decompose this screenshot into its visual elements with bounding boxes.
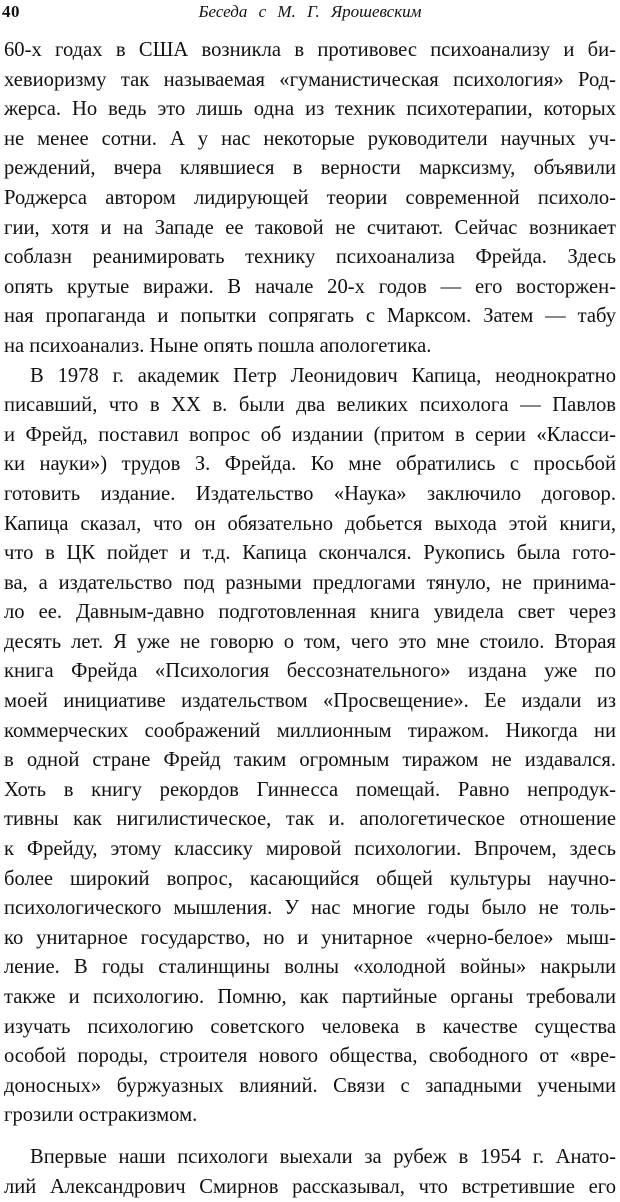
text-line: ко унитарное государство, но и унитарное «черно-белое» мыш- — [4, 926, 616, 949]
text-line: 60-х годах в США возникла в противовес психоанализу и би- — [4, 39, 616, 61]
text-line: особой породы, строителя нового общества, свободного от «вре- — [4, 1045, 616, 1068]
paragraph-gap — [4, 1131, 616, 1143]
text-line: более широкий вопрос, касающийся общей культуры научно- — [4, 867, 616, 890]
body-text — [4, 36, 616, 1202]
text-line: книга Фрейда «Психология бессознательного» издана уже по — [4, 660, 616, 683]
text-line: готовить издание. Издательство «Наука» заключило договор. — [4, 482, 616, 505]
text-line: и Фрейд, поставил вопрос об издании (притом в серии «Класси- — [4, 423, 616, 446]
text-line: ло ее. Давным-давно подготовленная книга увидела свет через — [4, 601, 616, 624]
page-header — [0, 2, 620, 26]
text-line: ная пропаганда и попытки сопрягать с Марксом. Затем — табу — [4, 305, 616, 328]
running-title: Беседа с М. Г. Ярошевским — [198, 2, 422, 21]
text-line: доносных» буржуазных влияний. Связи с западными учеными — [4, 1074, 616, 1097]
paragraph — [4, 36, 616, 362]
text-line: ление. В годы сталинщины волны «холодной войны» накрыли — [4, 956, 616, 979]
text-line: к Фрейду, этому классику мировой психологии. Впрочем, здесь — [4, 838, 616, 861]
text-line: В 1978 г. академик Петр Леонидович Капица, неоднократно — [30, 364, 616, 387]
text-line: в одной стране Фрейд таким огромным тиражом не издавался. — [4, 749, 616, 772]
text-line: изучать психологию советского человека в качестве существа — [4, 1015, 616, 1038]
text-line: соблазн реанимировать технику психоанализа Фрейда. Здесь — [4, 246, 616, 269]
text-line: не менее сотни. А у нас некоторые руководители научных уч- — [4, 127, 616, 150]
text-line: Капица сказал, что он обязательно добьется выхода этой книги, — [4, 512, 616, 535]
text-line: коммерческих соображений миллионным тиражом. Никогда ни — [4, 719, 616, 742]
text-line: что в ЦК пойдет и т.д. Капица скончался. Рукопись была гото- — [4, 542, 616, 565]
text-line: десять лет. Я уже не говорю о том, чего это мне стоило. Вторая — [4, 630, 616, 653]
text-line: лий Александрович Смирнов рассказывал, что встретившие его — [4, 1175, 616, 1198]
text-line: жерса. Но ведь это лишь одна из техник психотерапии, которых — [4, 98, 616, 121]
text-line: ва, а издательство под разными предлогами тянуло, не принима- — [4, 571, 616, 594]
text-line: на психоанализ. Ныне опять пошла апологетика. — [4, 334, 432, 357]
text-line: гии, хотя и на Западе ее таковой не считают. Сейчас возникает — [4, 216, 616, 239]
text-line: тивны как нигилистическое, так и. апологетическое отношение — [4, 808, 616, 831]
text-line: опять крутые виражи. В начале 20-х годов — его восторжен- — [4, 275, 616, 298]
text-line: психологического мышления. У нас многие годы было не толь- — [4, 897, 616, 920]
text-line: писавший, что в XX в. были два великих психолога — Павлов — [4, 394, 616, 417]
text-line: ки науки») трудов З. Фрейда. Ко мне обратились с просьбой — [4, 453, 616, 476]
text-line: реждений, вчера клявшиеся в верности марксизму, объявили — [4, 157, 616, 180]
text-line: Роджерса автором лидирующей теории современной психоло- — [4, 186, 616, 209]
text-line: также и психологию. Помню, как партийные органы требовали — [4, 986, 616, 1008]
paragraph — [4, 362, 616, 1131]
text-line: Впервые наши психологи выехали за рубеж в 1954 г. Анато- — [30, 1145, 616, 1168]
text-line: моей инициативе издательством «Просвещение». Ее издали из — [4, 690, 616, 713]
text-line: Хоть в книгу рекордов Гиннесса помещай. Равно непродук- — [4, 778, 616, 801]
text-line: хевиоризму так называемая «гуманистическая психология» Род- — [4, 68, 616, 91]
page-number: 40 — [2, 2, 20, 21]
paragraph — [4, 1143, 616, 1202]
text-line: грозили остракизмом. — [4, 1104, 198, 1127]
